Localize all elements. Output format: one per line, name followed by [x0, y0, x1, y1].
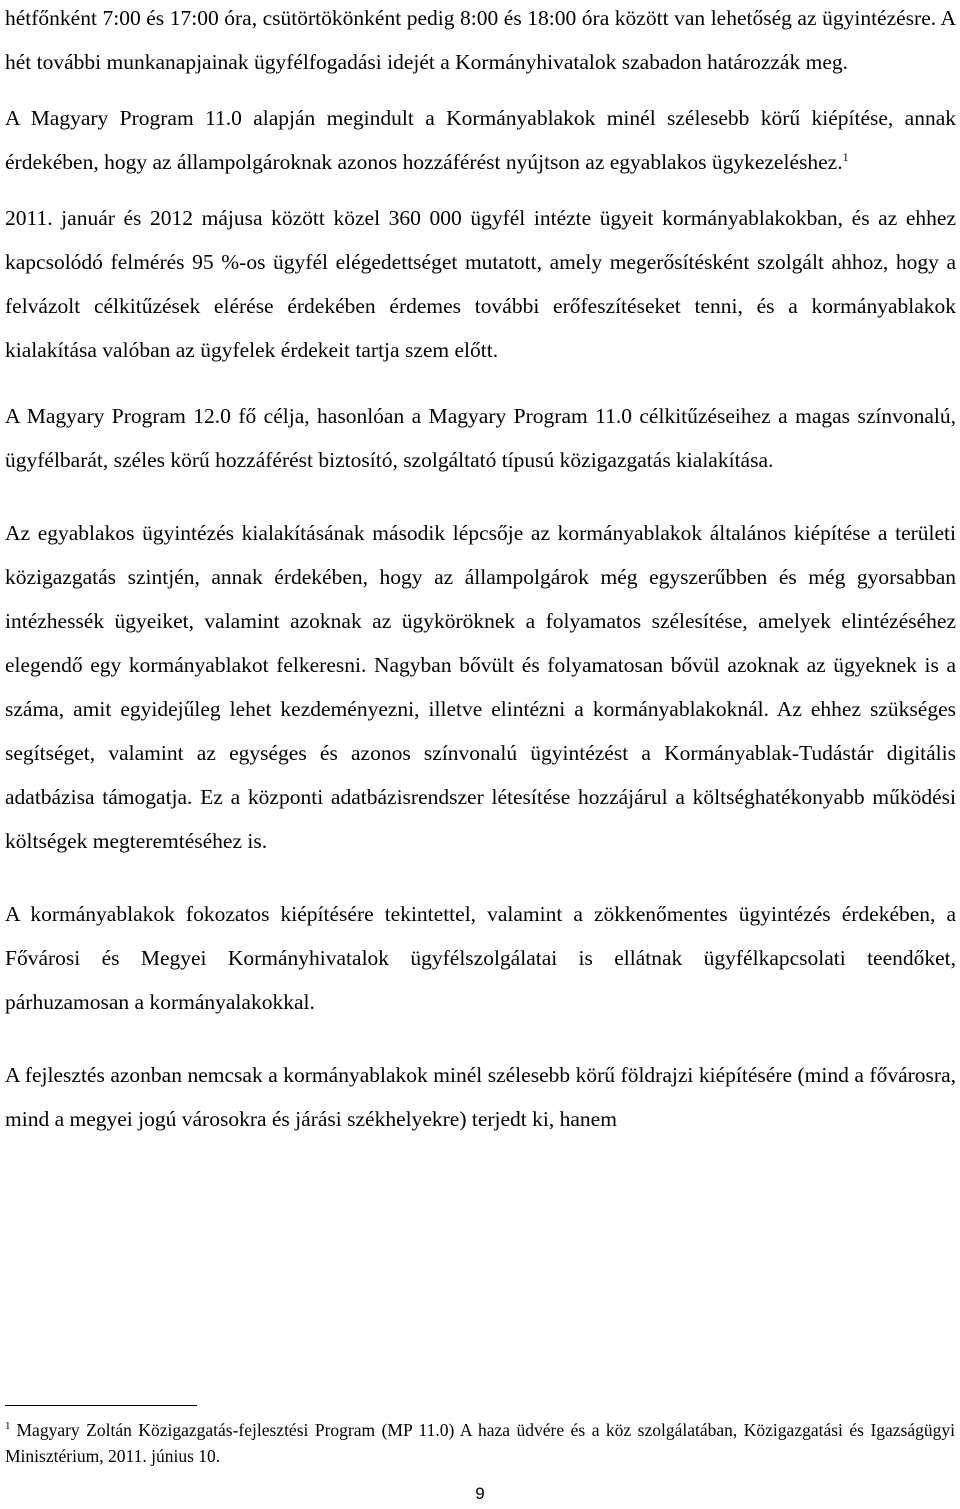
footnote-line: Magyary Zoltán Közigazgatás-fejlesztési Program (MP 11.0) A haza üdvére és a köz szolgálatában, [16, 1420, 738, 1440]
paragraph-line: (mind a fővárosra, mind a megyei jogú városokra és járási székhelyekre) terjedt ki, hanem [5, 1063, 956, 1131]
paragraph-client-survey [5, 196, 956, 372]
paragraph-line: egyablakos ügykezeléshez. [609, 150, 843, 174]
paragraph-line: ügyfélkapcsolati teendőket, párhuzamosan a kormányalakokkal. [5, 946, 957, 1014]
paragraph-line: további erőfeszítéseket tenni, és a kormányablakok kialakítása valóban az ügyfelek érdekeit [5, 294, 957, 362]
paragraph-line: Az egyablakos ügyintézés kialakításának második lépcsője az kormányablakok általános [5, 521, 787, 545]
paragraph-line: kiépítése, annak érdekében, hogy az állampolgároknak azonos hozzáférést nyújtson az [5, 106, 956, 174]
paragraph-line: hétfőnként 7:00 és 17:00 óra, csütörtökönként pedig 8:00 és 18:00 óra között van lehetőség az [5, 6, 817, 30]
footnote [5, 1417, 955, 1469]
paragraph-line: kiépítése a területi közigazgatás szintjén, annak érdekében, hogy az állampolgárok még [5, 521, 956, 589]
paragraph-magyary-12 [5, 394, 956, 482]
paragraph-office-hours [5, 0, 956, 84]
footnote-reference: 1 [842, 149, 849, 164]
paragraph-line: tartja szem előtt. [355, 338, 499, 362]
paragraph-line: és az ehhez kapcsolódó felmérés 95 %-os ügyfél elégedettséget mutatott, amely [5, 206, 956, 274]
footnote-mark: 1 [5, 1420, 11, 1433]
footnote-separator [5, 1405, 197, 1406]
paragraph-line: közigazgatás kialakítása. [559, 448, 774, 472]
paragraph-line: magas színvonalú, ügyfélbarát, széles körű hozzáférést biztosító, szolgáltató típusú [5, 404, 957, 472]
paragraph-line: lehet kezdeményezni, illetve elintézni a kormányablakoknál. Az ehhez szükséges segítséget, [5, 697, 956, 765]
paragraph-line: egyszerűbben és még gyorsabban intézhessék ügyeiket, valamint azoknak az ügyköröknek a [5, 565, 956, 633]
footnote-line: Közigazgatási és Igazságügyi Minisztérium, 2011. június 10. [5, 1420, 955, 1466]
paragraph-development [5, 1053, 956, 1141]
paragraph-line: valamint az egységes és azonos színvonalú ügyintézést a Kormányablak-Tudástár digitális [108, 741, 956, 765]
paragraph-line: Nagyban bővült és folyamatosan bővül azoknak az ügyeknek is a száma, amit egyidejűleg [5, 653, 957, 721]
paragraph-second-stage [5, 511, 956, 863]
paragraph-line: ügyintézésre. A hét további munkanapjainak ügyfélfogadási idejét a Kormányhivatalok [5, 6, 957, 74]
paragraph-line: A Magyary Program 11.0 alapján megindult a Kormányablakok minél szélesebb körű [5, 106, 801, 130]
paragraph-line: 2011. január és 2012 májusa között közel 360 000 ügyfél intézte ügyeit kormányablakokban, [5, 206, 844, 230]
paragraph-line: adatbázisa támogatja. Ez a központi adatbázisrendszer létesítése hozzájárul a [5, 785, 685, 809]
body-text [5, 0, 956, 1141]
page-number: 9 [475, 1484, 485, 1503]
paragraph-magyary-11 [5, 96, 956, 184]
paragraph-line: folyamatos szélesítése, amelyek elintézéséhez elegendő egy kormányablakot felkeresni. [5, 609, 956, 677]
paragraph-line: megerősítésként szolgált ahhoz, hogy a felvázolt célkitűzések elérése érdekében érdemes [5, 250, 956, 318]
paragraph-customer-service [5, 892, 956, 1024]
paragraph-line: A kormányablakok fokozatos kiépítésére tekintettel, valamint a zökkenőmentes ügyintézés [5, 902, 831, 926]
paragraph-line: A fejlesztés azonban nemcsak a kormányablakok minél szélesebb körű földrajzi kiépítésére [5, 1063, 792, 1087]
paragraph-line: érdekében, a Fővárosi és Megyei Kormányhivatalok ügyfélszolgálatai is ellátnak [5, 902, 957, 970]
paragraph-line: költséghatékonyabb működési költségek megteremtéséhez is. [5, 785, 956, 853]
paragraph-line: A Magyary Program 12.0 fő célja, hasonlóan a Magyary Program 11.0 célkitűzéseihez a [5, 404, 788, 428]
paragraph-line: szabadon határozzák meg. [621, 50, 848, 74]
